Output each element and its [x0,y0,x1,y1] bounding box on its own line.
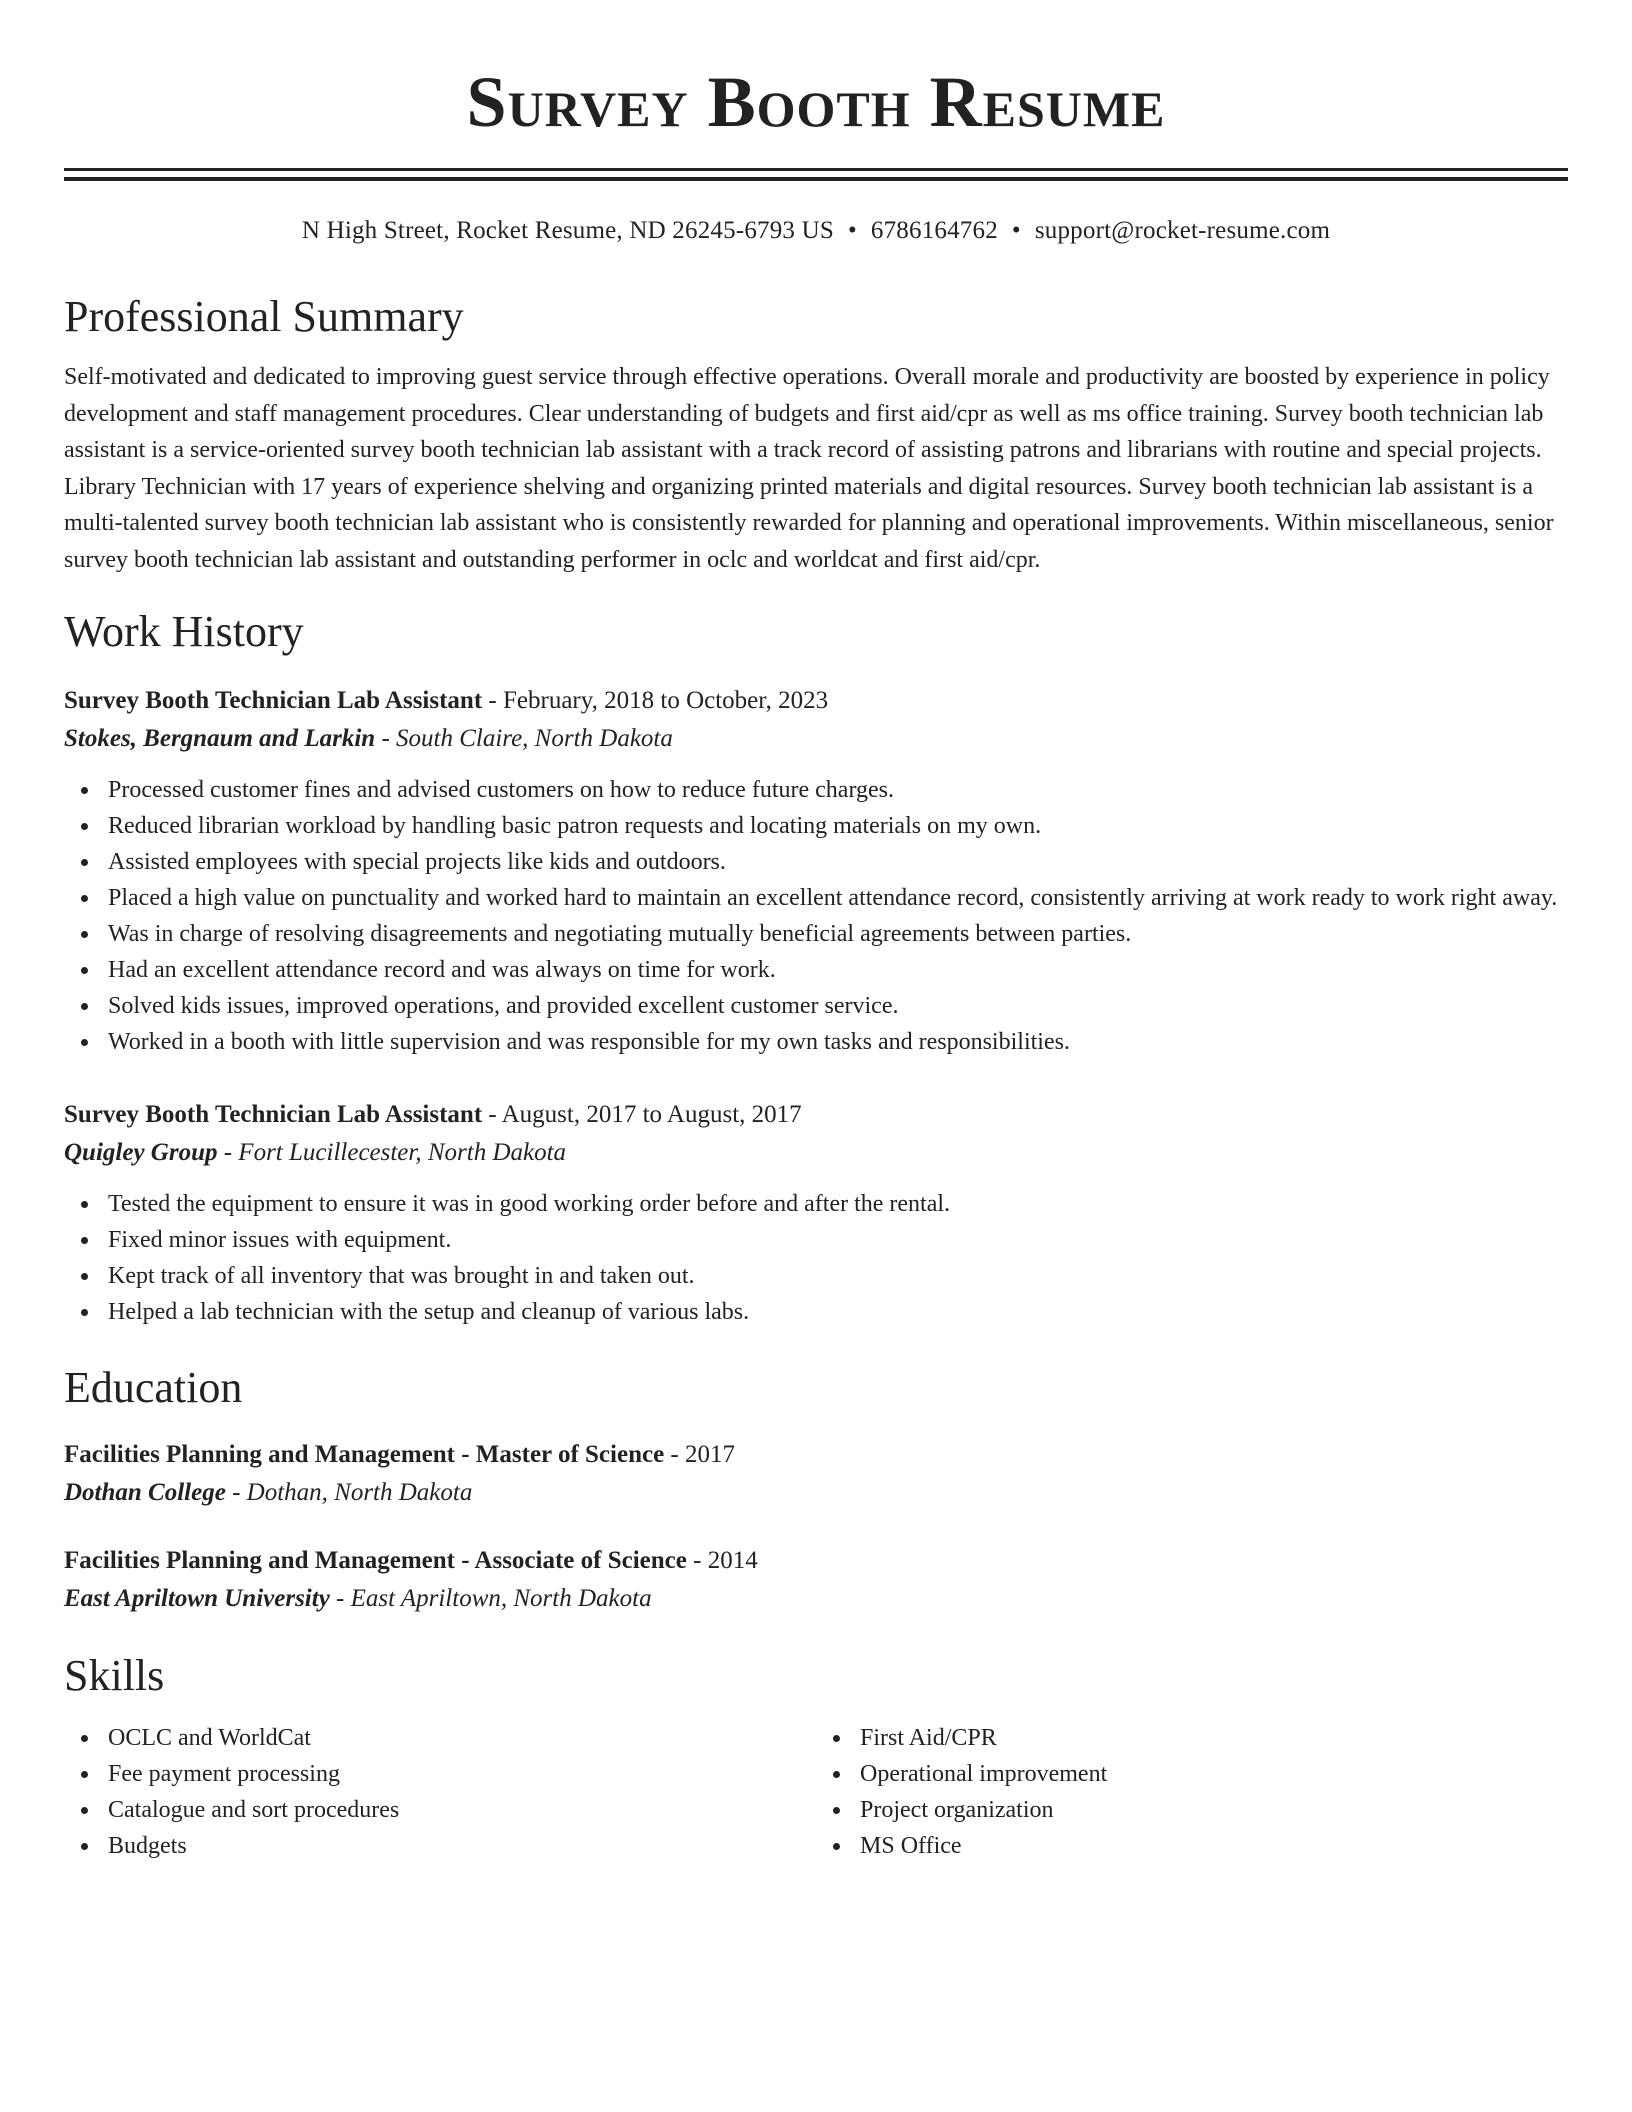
list-item [108,772,1568,808]
job-bullet-list [64,772,1568,1060]
bullet-text: Worked in a booth with little supervision and was responsible for my own tasks and responsibilities. [108,1029,1070,1055]
skill-item [108,1720,816,1756]
bullet-text: Tested the equipment to ensure it was in good working order before and after the rental. [108,1191,951,1217]
skill-text: Operational improvement [860,1761,1108,1787]
degree-year: - 2017 [664,1441,735,1468]
skill-text: MS Office [860,1833,962,1859]
education-entry [64,1436,1568,1512]
job-location: - South Claire, North Dakota [375,725,673,752]
skill-item [860,1828,1568,1864]
skill-item [860,1756,1568,1792]
skills-columns [64,1720,1568,1864]
skills-heading: Skills [64,1651,165,1700]
skill-item [860,1792,1568,1828]
bullet-dot [833,1735,840,1742]
summary-heading: Professional Summary [64,292,464,341]
job-title: Survey Booth Technician Lab Assistant [64,1101,483,1128]
list-item [108,808,1568,844]
skill-item [860,1720,1568,1756]
job-title: Survey Booth Technician Lab Assistant [64,687,483,714]
bullet-dot [81,1039,88,1046]
skill-text: Budgets [108,1833,187,1859]
job-company: Stokes, Bergnaum and Larkin [64,725,376,752]
work-history-heading: Work History [64,607,304,656]
bullet-dot [81,1237,88,1244]
job-entry [64,1096,1568,1330]
job-company-line [64,1134,1568,1172]
education-heading: Education [64,1363,243,1412]
bullet-text: Solved kids issues, improved operations, and provided excellent customer service. [108,993,899,1019]
bullet-dot [81,967,88,974]
skills-list-left [64,1720,816,1864]
skill-item [108,1828,816,1864]
bullet-text: Helped a lab technician with the setup and cleanup of various labs. [108,1299,750,1325]
list-item [108,916,1568,952]
bullet-dot [81,1735,88,1742]
bullet-dot [833,1807,840,1814]
list-item [108,1294,1568,1330]
bullet-dot [81,1273,88,1280]
job-dates: - August, 2017 to August, 2017 [482,1101,802,1128]
school: East Apriltown University [64,1585,330,1612]
skill-text: Catalogue and sort procedures [108,1797,400,1823]
skill-text: Fee payment processing [108,1761,340,1787]
contact-separator: • [1011,217,1021,244]
bullet-text: Kept track of all inventory that was brought in and taken out. [108,1263,695,1289]
contact-email: support@rocket-resume.com [1034,217,1331,244]
contact-separator: • [847,217,857,244]
resume-title: Survey Booth Resume [466,62,1166,142]
bullet-text: Processed customer fines and advised customers on how to reduce future charges. [108,777,894,803]
bullet-dot [833,1771,840,1778]
bullet-text: Placed a high value on punctuality and worked hard to maintain an excellent attendance record, consistently arriving at work ready to work right away. [108,885,1558,911]
contact-line [64,215,1568,247]
school-location: - East Apriltown, North Dakota [329,1585,652,1612]
degree: Facilities Planning and Management - Associate of Science [64,1547,687,1574]
contact-address: N High Street, Rocket Resume, ND 26245-6793 US [301,217,834,244]
list-item [108,844,1568,880]
summary-text: Self-motivated and dedicated to improving guest service through effective operations. Overall morale and productivity are boosted by experience in policy development and staff management procedures. Clear understanding of budgets and first aid/cpr as well as ms office training. Survey booth technician lab assistant is a service-oriented survey booth technician lab assistant with a track record of assisting patrons and librarians with routine and special projects. Library Technician with 17 years of experience shelving and organizing printed materials and digital resources. Survey booth technician lab assistant is a multi-talented survey booth technician lab assistant who is consistently rewarded for planning and operational improvements. Within miscellaneous, senior survey booth technician lab assistant and outstanding performer in oclc and worldcat and first aid/cpr. [64,364,1554,573]
title-divider-bottom [64,177,1568,181]
bullet-dot [81,1201,88,1208]
job-location: - Fort Lucillecester, North Dakota [217,1139,567,1166]
job-title-line [64,682,1568,720]
bullet-dot [81,1309,88,1316]
job-dates: - February, 2018 to October, 2023 [482,687,829,714]
bullet-text: Was in charge of resolving disagreements and negotiating mutually beneficial agreements between parties. [108,921,1132,947]
bullet-dot [81,859,88,866]
bullet-dot [81,787,88,794]
bullet-dot [81,1771,88,1778]
title-divider-top [64,168,1568,171]
skills-list-right [816,1720,1568,1864]
school-location: - Dothan, North Dakota [225,1479,473,1506]
school-line [64,1474,1568,1512]
list-item [108,988,1568,1024]
list-item [108,1222,1568,1258]
bullet-text: Assisted employees with special projects like kids and outdoors. [108,849,726,875]
job-entry [64,682,1568,1060]
bullet-dot [81,1843,88,1850]
school-line [64,1580,1568,1618]
skill-text: OCLC and WorldCat [108,1725,311,1751]
skill-text: Project organization [860,1797,1054,1823]
bullet-text: Reduced librarian workload by handling basic patron requests and locating materials on my own. [108,813,1042,839]
degree: Facilities Planning and Management - Master of Science [64,1441,665,1468]
degree-line [64,1542,1568,1580]
job-company: Quigley Group [64,1139,218,1166]
list-item [108,1024,1568,1060]
bullet-text: Fixed minor issues with equipment. [108,1227,452,1253]
degree-year: - 2014 [686,1547,758,1574]
bullet-dot [81,1003,88,1010]
degree-line [64,1436,1568,1474]
job-company-line [64,720,1568,758]
list-item [108,1186,1568,1222]
bullet-text: Had an excellent attendance record and was always on time for work. [108,957,776,983]
skill-text: First Aid/CPR [860,1725,997,1751]
list-item [108,880,1568,916]
bullet-dot [833,1843,840,1850]
list-item [108,952,1568,988]
school: Dothan College [64,1479,226,1506]
bullet-dot [81,931,88,938]
skill-item [108,1792,816,1828]
bullet-dot [81,1807,88,1814]
job-bullet-list [64,1186,1568,1330]
contact-phone: 6786164762 [870,217,998,244]
bullet-dot [81,895,88,902]
list-item [108,1258,1568,1294]
education-entry [64,1542,1568,1618]
skill-item [108,1756,816,1792]
job-title-line [64,1096,1568,1134]
bullet-dot [81,823,88,830]
